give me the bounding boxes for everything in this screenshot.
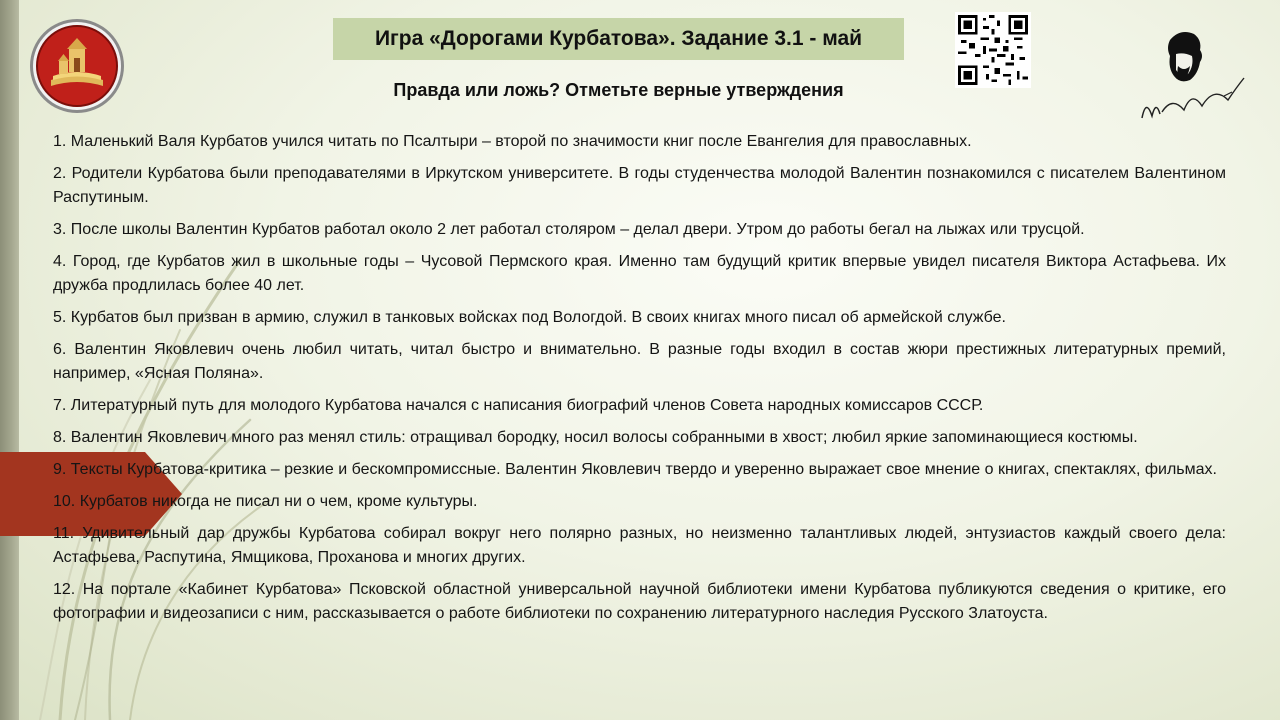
question-item: 9. Тексты Курбатова-критика – резкие и бескомпромиссные. Валентин Яковлевич твердо и уверенно выражает свое мнение о книгах, спектаклях, фильмах. xyxy=(53,461,1217,478)
qr-code-icon[interactable] xyxy=(955,12,1031,88)
question-item: 8. Валентин Яковлевич много раз менял стиль: отращивал бородку, носил волосы собранными в хвост; любил яркие запоминающиеся костюмы. xyxy=(53,429,1138,446)
question-item: 4. Город, где Курбатов жил в школьные годы – Чусовой Пермского края. Именно там будущий критик впервые увидел писателя Виктора Астафьева. Их дружба продлилась более 40 лет. xyxy=(53,253,1226,294)
question-item: 12. На портале «Кабинет Курбатова» Псковской областной универсальной научной библиотеки имени Курбатова публикуются сведения о критике, его фотографии и видеозаписи с ним, рассказывается о работе библиотеки по сохранению литературного наследия Русского Златоуста. xyxy=(53,581,1226,622)
question-item: 11. Удивительный дар дружбы Курбатова собирал вокруг него полярно разных, но неизменно талантливых людей, энтузиастов каждый своего дела: Астафьева, Распутина, Ямщикова, Проханова и многих других. xyxy=(53,525,1226,566)
page-title: Игра «Дорогами Курбатова». Задание 3.1 - май xyxy=(333,18,904,60)
library-logo-icon xyxy=(29,18,125,114)
question-item: 6. Валентин Яковлевич очень любил читать, читал быстро и внимательно. В разные годы входил в состав жюри престижных литературных премий, например, «Ясная Поляна». xyxy=(53,341,1226,382)
question-item: 5. Курбатов был призван в армию, служил в танковых войсках под Вологдой. В своих книгах много писал об армейской службе. xyxy=(53,309,1006,326)
question-item: 3. После школы Валентин Курбатов работал около 2 лет работал столяром – делал двери. Утром до работы бегал на лыжах или трусцой. xyxy=(53,221,1085,238)
question-item: 1. Маленький Валя Курбатов учился читать по Псалтыри – второй по значимости книг после Евангелия для православных. xyxy=(53,133,972,150)
kurbatov-portrait-signature-icon xyxy=(1132,26,1252,136)
question-item: 7. Литературный путь для молодого Курбатова начался с написания биографий членов Совета народных комиссаров СССР. xyxy=(53,397,984,414)
question-item: 10. Курбатов никогда не писал ни о чем, кроме культуры. xyxy=(53,493,478,510)
questions-list xyxy=(53,130,1226,634)
page-subtitle: Правда или ложь? Отметьте верные утверждения xyxy=(393,80,844,100)
question-item: 2. Родители Курбатова были преподавателями в Иркутском университете. В годы студенчества молодой Валентин познакомился с писателем Валентином Распутиным. xyxy=(53,165,1226,206)
